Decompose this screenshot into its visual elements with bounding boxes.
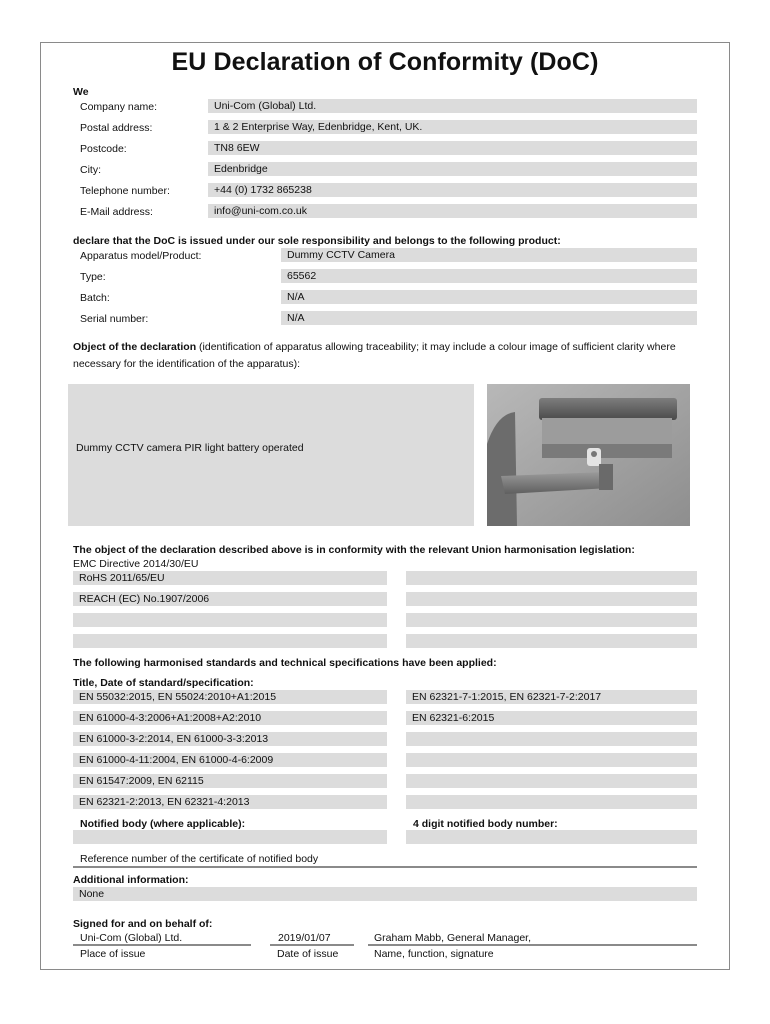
company-name-label: Company name:: [80, 101, 158, 113]
legislation-left-row[interactable]: RoHS 2011/65/EU: [73, 571, 387, 585]
standard-right-row[interactable]: [406, 753, 697, 767]
notified-body-label: Notified body (where applicable):: [80, 818, 246, 830]
standard-right-row[interactable]: [406, 795, 697, 809]
product-photo: [487, 384, 690, 526]
legislation-right-row[interactable]: [406, 634, 697, 648]
legislation-left-row[interactable]: [73, 613, 387, 627]
reference-label: Reference number of the certificate of notified body: [80, 853, 319, 865]
standard-right-row[interactable]: EN 62321-6:2015: [406, 711, 697, 725]
signed-label: Signed for and on behalf of:: [73, 918, 213, 930]
date-value[interactable]: 2019/01/07: [278, 932, 331, 944]
standards-subheading: Title, Date of standard/specification:: [73, 677, 254, 689]
postal-address-field[interactable]: 1 & 2 Enterprise Way, Edenbridge, Kent, UK.: [208, 120, 697, 134]
standard-left-row[interactable]: EN 61000-4-11:2004, EN 61000-4-6:2009: [73, 753, 387, 767]
apparatus-field[interactable]: Dummy CCTV Camera: [281, 248, 697, 262]
postcode-label: Postcode:: [80, 143, 127, 155]
signatory-underline: [368, 944, 697, 946]
standard-left-row[interactable]: EN 55032:2015, EN 55024:2010+A1:2015: [73, 690, 387, 704]
batch-field[interactable]: N/A: [281, 290, 697, 304]
declare-heading: declare that the DoC is issued under our sole responsibility and belongs to the following product:: [73, 235, 561, 247]
emc-directive: EMC Directive 2014/30/EU: [73, 558, 199, 570]
notified-number-field[interactable]: [406, 830, 697, 844]
place-value[interactable]: Uni-Com (Global) Ltd.: [80, 932, 183, 944]
legislation-right-row[interactable]: [406, 571, 697, 585]
object-heading-bold: Object of the declaration: [73, 341, 197, 353]
standard-left-row[interactable]: EN 62321-2:2013, EN 62321-4:2013: [73, 795, 387, 809]
batch-label: Batch:: [80, 292, 110, 304]
conformity-heading: The object of the declaration described above is in conformity with the relevant Union harmonisation legislation:: [73, 544, 635, 556]
postal-address-label: Postal address:: [80, 122, 153, 134]
serial-label: Serial number:: [80, 313, 149, 325]
telephone-label: Telephone number:: [80, 185, 170, 197]
telephone-field[interactable]: +44 (0) 1732 865238: [208, 183, 697, 197]
city-label: City:: [80, 164, 101, 176]
notified-body-field[interactable]: [73, 830, 387, 844]
object-description-box[interactable]: [68, 384, 474, 526]
place-underline: [73, 944, 251, 946]
notified-number-label: 4 digit notified body number:: [413, 818, 558, 830]
standard-left-row[interactable]: EN 61547:2009, EN 62115: [73, 774, 387, 788]
email-label: E-Mail address:: [80, 206, 153, 218]
legislation-left-row[interactable]: REACH (EC) No.1907/2006: [73, 592, 387, 606]
date-caption: Date of issue: [277, 948, 339, 960]
object-heading: [73, 339, 698, 373]
camera-image: [487, 384, 690, 526]
standards-heading: The following harmonised standards and technical specifications have been applied:: [73, 657, 497, 669]
standard-right-row[interactable]: [406, 774, 697, 788]
object-description: Dummy CCTV camera PIR light battery operated: [76, 442, 304, 454]
place-caption: Place of issue: [80, 948, 146, 960]
company-name-field[interactable]: Uni-Com (Global) Ltd.: [208, 99, 697, 113]
signatory-caption: Name, function, signature: [374, 948, 494, 960]
email-field[interactable]: info@uni-com.co.uk: [208, 204, 697, 218]
object-heading-text: (identification of apparatus allowing traceability; it may include a colour image of sufficient clarity where necessary for the identification of the apparatus):: [73, 341, 676, 370]
apparatus-label: Apparatus model/Product:: [80, 250, 202, 262]
serial-field[interactable]: N/A: [281, 311, 697, 325]
standard-right-row[interactable]: EN 62321-7-1:2015, EN 62321-7-2:2017: [406, 690, 697, 704]
type-label: Type:: [80, 271, 106, 283]
city-field[interactable]: Edenbridge: [208, 162, 697, 176]
standard-left-row[interactable]: EN 61000-3-2:2014, EN 61000-3-3:2013: [73, 732, 387, 746]
additional-label: Additional information:: [73, 874, 189, 886]
standard-right-row[interactable]: [406, 732, 697, 746]
signatory-value[interactable]: Graham Mabb, General Manager,: [374, 932, 531, 944]
additional-field[interactable]: None: [73, 887, 697, 901]
date-underline: [270, 944, 354, 946]
legislation-right-row[interactable]: [406, 613, 697, 627]
reference-underline: [73, 866, 697, 868]
legislation-left-row[interactable]: [73, 634, 387, 648]
standard-left-row[interactable]: EN 61000-4-3:2006+A1:2008+A2:2010: [73, 711, 387, 725]
page-title: EU Declaration of Conformity (DoC): [171, 48, 599, 76]
postcode-field[interactable]: TN8 6EW: [208, 141, 697, 155]
type-field[interactable]: 65562: [281, 269, 697, 283]
we-label: We: [73, 86, 89, 98]
legislation-right-row[interactable]: [406, 592, 697, 606]
